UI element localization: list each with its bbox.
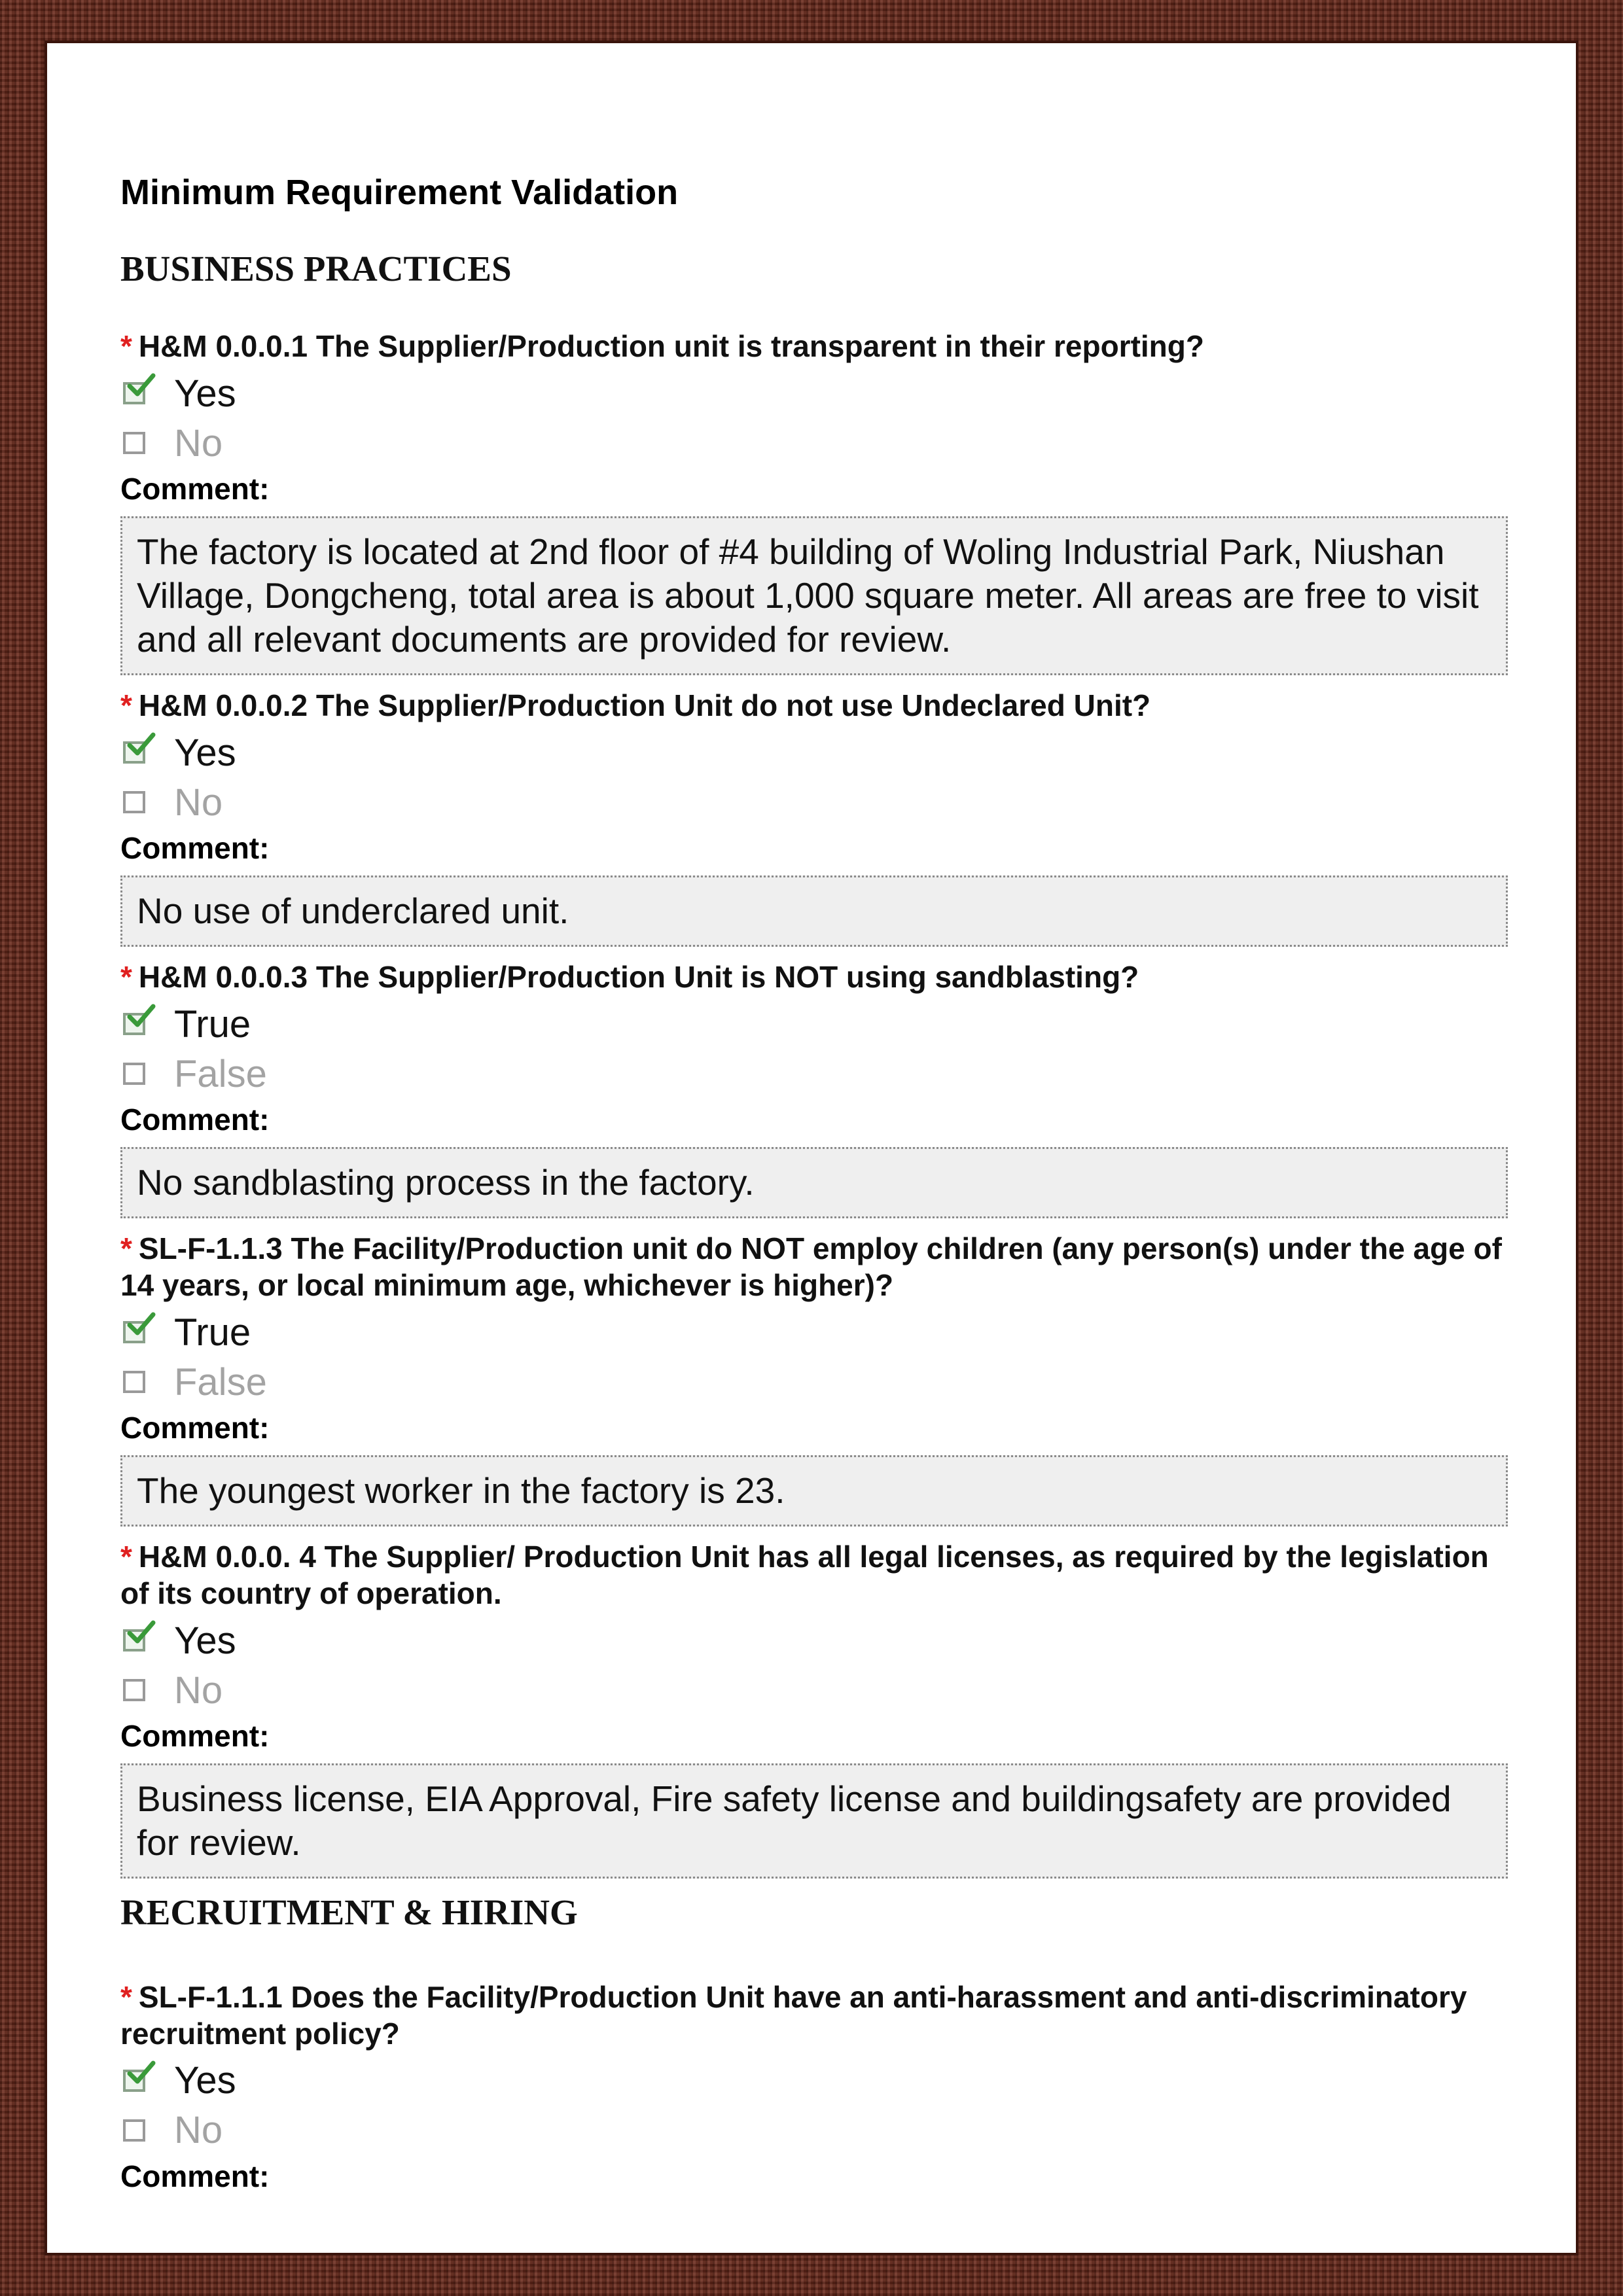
checkbox-checked[interactable] bbox=[123, 1013, 145, 1035]
option-yes[interactable] bbox=[120, 2056, 1508, 2106]
question-item bbox=[120, 1230, 1508, 1527]
checkbox-unchecked[interactable] bbox=[123, 1679, 145, 1701]
question-item bbox=[120, 1538, 1508, 1879]
question-item bbox=[120, 328, 1508, 675]
option-label: True bbox=[174, 1002, 251, 1046]
option-no[interactable] bbox=[120, 777, 1508, 827]
comment-label: Comment: bbox=[120, 1103, 270, 1137]
question-text bbox=[120, 1230, 1508, 1303]
section-heading: RECRUITMENT & HIRING bbox=[120, 1892, 578, 1933]
question-text bbox=[120, 328, 1508, 364]
section-business-practices bbox=[120, 249, 1508, 1879]
question-item bbox=[120, 959, 1508, 1218]
required-marker: * bbox=[120, 1540, 132, 1574]
page-title: Minimum Requirement Validation bbox=[120, 173, 679, 212]
option-yes[interactable] bbox=[120, 368, 1508, 418]
question-text bbox=[120, 687, 1508, 724]
question-text bbox=[120, 1538, 1508, 1612]
required-marker: * bbox=[120, 329, 132, 364]
required-marker: * bbox=[120, 688, 132, 723]
question-label: H&M 0.0.0.2 The Supplier/Production Unit do not use Undeclared Unit? bbox=[138, 688, 1151, 723]
checkbox-unchecked[interactable] bbox=[123, 1371, 145, 1393]
question-label: SL-F-1.1.3 The Facility/Production unit do NOT employ children (any person(s) under the age of 14 years, or local minimum age, whichever is higher)? bbox=[120, 1231, 1502, 1303]
comment-field[interactable]: No use of underclared unit. bbox=[120, 875, 1508, 947]
option-label: False bbox=[174, 1360, 267, 1404]
checkbox-unchecked[interactable] bbox=[123, 432, 145, 454]
option-no[interactable] bbox=[120, 2106, 1508, 2155]
option-yes[interactable] bbox=[120, 1616, 1508, 1665]
checkbox-checked[interactable] bbox=[123, 741, 145, 764]
checkbox-checked[interactable] bbox=[123, 1321, 145, 1343]
question-item bbox=[120, 687, 1508, 947]
comment-field[interactable]: No sandblasting process in the factory. bbox=[120, 1147, 1508, 1218]
option-label: True bbox=[174, 1311, 251, 1354]
check-icon bbox=[127, 1002, 156, 1031]
question-item bbox=[120, 1979, 1508, 2195]
check-icon bbox=[127, 1619, 156, 1648]
option-true[interactable] bbox=[120, 999, 1508, 1049]
check-icon bbox=[127, 372, 156, 400]
option-label: No bbox=[174, 421, 223, 465]
comment-field[interactable]: The factory is located at 2nd floor of #4 building of Woling Industrial Park, Niushan Village, Dongcheng, total area is about 1,000 square meter. All areas are free to visit and all relevant documents are provided for review. bbox=[120, 516, 1508, 675]
checkbox-unchecked[interactable] bbox=[123, 791, 145, 813]
option-yes[interactable] bbox=[120, 728, 1508, 777]
comment-label: Comment: bbox=[120, 831, 270, 866]
section-heading: BUSINESS PRACTICES bbox=[120, 248, 512, 289]
option-label: Yes bbox=[174, 1619, 236, 1662]
option-no[interactable] bbox=[120, 418, 1508, 468]
comment-field[interactable]: The youngest worker in the factory is 23. bbox=[120, 1455, 1508, 1527]
document-page bbox=[45, 41, 1578, 2255]
option-label: No bbox=[174, 1669, 223, 1712]
comment-label: Comment: bbox=[120, 1411, 270, 1445]
question-label: SL-F-1.1.1 Does the Facility/Production Unit have an anti-harassment and anti-discriminatory recruitment policy? bbox=[120, 1979, 1467, 2051]
document-content bbox=[120, 171, 1508, 2195]
question-text bbox=[120, 1979, 1508, 2052]
option-label: Yes bbox=[174, 372, 236, 415]
checkbox-checked[interactable] bbox=[123, 382, 145, 404]
comment-label: Comment: bbox=[120, 2159, 270, 2193]
option-label: No bbox=[174, 2109, 223, 2152]
option-false[interactable] bbox=[120, 1357, 1508, 1407]
checkbox-checked[interactable] bbox=[123, 1629, 145, 1651]
section-recruitment-hiring bbox=[120, 1893, 1508, 2195]
comment-field[interactable]: Business license, EIA Approval, Fire safety license and buildingsafety are provided for review. bbox=[120, 1763, 1508, 1879]
check-icon bbox=[127, 731, 156, 760]
checkbox-unchecked[interactable] bbox=[123, 2119, 145, 2142]
option-false[interactable] bbox=[120, 1049, 1508, 1099]
option-label: Yes bbox=[174, 2059, 236, 2102]
check-icon bbox=[127, 2059, 156, 2088]
question-label: H&M 0.0.0. 4 The Supplier/ Production Unit has all legal licenses, as required by the legislation of its country of operation. bbox=[120, 1540, 1489, 1611]
option-label: False bbox=[174, 1052, 267, 1095]
check-icon bbox=[127, 1311, 156, 1339]
option-label: Yes bbox=[174, 731, 236, 774]
question-text bbox=[120, 959, 1508, 995]
option-label: No bbox=[174, 781, 223, 824]
option-no[interactable] bbox=[120, 1665, 1508, 1715]
question-label: H&M 0.0.0.1 The Supplier/Production unit is transparent in their reporting? bbox=[138, 329, 1204, 364]
required-marker: * bbox=[120, 1979, 132, 2014]
checkbox-unchecked[interactable] bbox=[123, 1063, 145, 1085]
comment-label: Comment: bbox=[120, 472, 270, 506]
question-label: H&M 0.0.0.3 The Supplier/Production Unit is NOT using sandblasting? bbox=[138, 960, 1139, 995]
required-marker: * bbox=[120, 960, 132, 995]
comment-label: Comment: bbox=[120, 1719, 270, 1754]
option-true[interactable] bbox=[120, 1307, 1508, 1357]
checkbox-checked[interactable] bbox=[123, 2070, 145, 2092]
required-marker: * bbox=[120, 1231, 132, 1266]
